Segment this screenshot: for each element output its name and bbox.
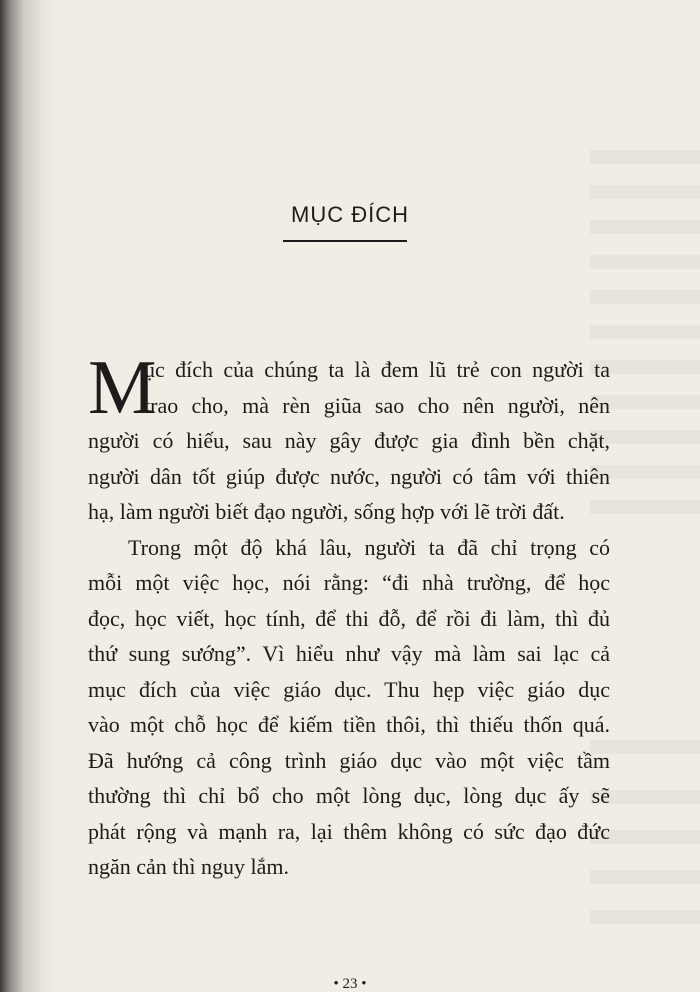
body-text	[88, 344, 610, 885]
text-line: mục đích của việc giáo dục. Thu hẹp việc giáo dục	[88, 676, 610, 702]
text-line: đọc, học viết, học tính, để thi đỗ, để rồi đi làm, thì đủ	[88, 605, 610, 631]
text-line: ngăn cản thì nguy lắm.	[88, 854, 290, 879]
text-line: thứ sung sướng”. Vì hiểu như vậy mà làm sai lạc cả	[88, 641, 610, 666]
text-line: ục đích của chúng ta là đem lũ trẻ con người ta	[144, 357, 610, 382]
text-line: Đã hướng cả công trình giáo dục vào một việc tầm	[88, 747, 610, 773]
paragraph-2	[88, 530, 610, 885]
text-line: người dân tốt giúp được nước, người có tâm với thiên	[88, 463, 610, 489]
text-line: vào một chỗ học để kiếm tiền thôi, thì thiếu thốn quá.	[88, 712, 610, 737]
paragraph-1	[88, 344, 610, 530]
text-line: người có hiếu, sau này gây được gia đình bền chặt,	[88, 428, 610, 453]
page-number: • 23 •	[333, 976, 367, 992]
text-line: hạ, làm người biết đạo người, sống hợp với lẽ trời đất.	[88, 499, 565, 524]
text-line: trao cho, mà rèn giũa sao cho nên người, nên	[144, 392, 610, 418]
text-line: thường thì chỉ bổ cho một lòng dục, lòng dục ấy sẽ	[88, 783, 610, 808]
title-underline	[283, 240, 407, 242]
section-title: MỤC ĐÍCH	[291, 202, 409, 227]
text-line: Trong một độ khá lâu, người ta đã chỉ trọng có	[128, 534, 610, 560]
drop-cap: M	[88, 344, 157, 430]
text-line: phát rộng và mạnh ra, lại thêm không có sức đạo đức	[88, 818, 610, 844]
text-line: mỗi một việc học, nói rằng: “đi nhà trường, để học	[88, 570, 610, 595]
